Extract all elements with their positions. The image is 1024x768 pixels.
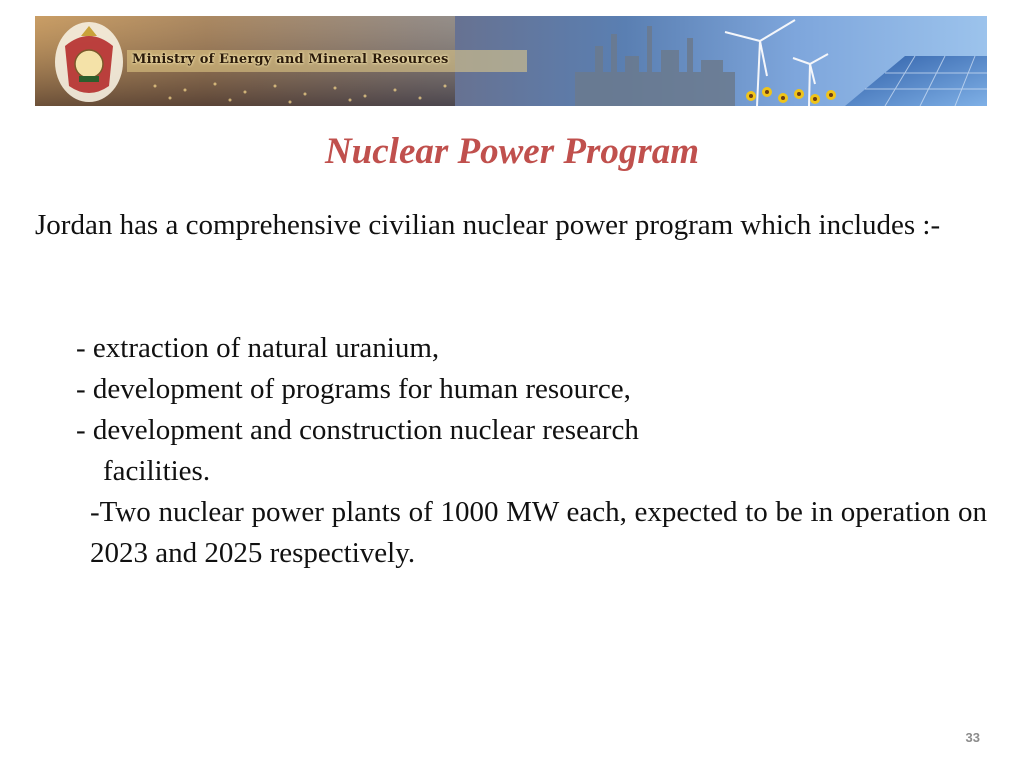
list-item: -Two nuclear power plants of 1000 MW each, expected to be in operation on 2023 and 2025 respectively. [90, 496, 987, 569]
industrial-plant-icon [575, 26, 735, 106]
list-item: - development and construction nuclear research [76, 414, 639, 446]
ministry-title: Ministry of Energy and Mineral Resources [132, 52, 449, 67]
program-list [76, 328, 987, 574]
intro-paragraph: Jordan has a comprehensive civilian nuclear power program which includes :- [35, 209, 941, 241]
emblem-icon [55, 22, 123, 102]
list-item: - development of programs for human resource, [76, 373, 631, 405]
sunflowers-icon [746, 87, 836, 104]
list-item-continuation: facilities. [103, 455, 211, 487]
header-banner [35, 16, 987, 106]
list-item: - extraction of natural uranium, [76, 332, 440, 364]
page-number: 33 [965, 730, 980, 745]
slide-title: Nuclear Power Program [324, 131, 700, 172]
solar-panel-icon [845, 56, 987, 106]
wind-turbine-icon [725, 20, 828, 106]
